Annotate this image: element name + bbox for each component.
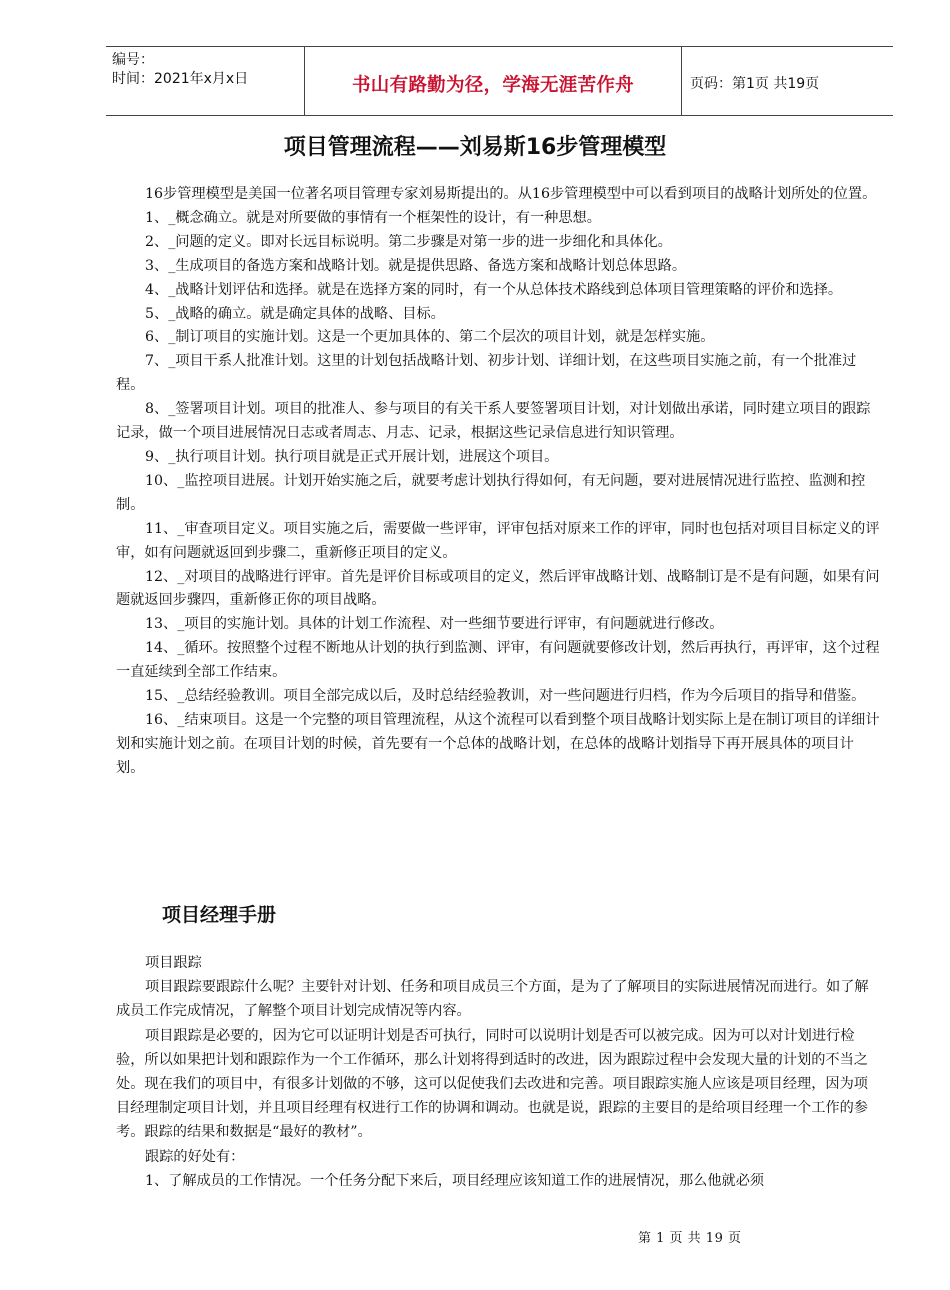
step-item: 4、_战略计划评估和选择。就是在选择方案的同时，有一个从总体技术路线到总体项目管理策略的评价和选择。	[145, 281, 843, 298]
page-title: 项目管理流程——刘易斯16步管理模型	[283, 135, 667, 160]
step-item: 2、_问题的定义。即对长远目标说明。第二步骤是对第一步的进一步细化和具体化。	[145, 233, 672, 250]
header-page-number: 页码：第1页 共19页	[690, 76, 820, 92]
document-header	[106, 46, 893, 116]
section-pm-handbook	[116, 951, 882, 1193]
document-number: 编号：	[112, 52, 154, 68]
body-paragraph: 跟踪的好处有：	[145, 1148, 245, 1165]
document-date: 时间：2021年x月x日	[112, 71, 249, 87]
step-item: 1、_概念确立。就是对所要做的事情有一个框架性的设计，有一种思想。	[145, 209, 601, 226]
body-paragraph: 项目跟踪要跟踪什么呢？主要针对计划、任务和项目成员三个方面，是为了了解项目的实际进展情况而进行。如了解成员工作完成情况，了解整个项目计划完成情况等内容。	[116, 979, 869, 1020]
header-motto-cell	[305, 47, 682, 115]
intro-paragraph: 16步管理模型是美国一位著名项目管理专家刘易斯提出的。从16步管理模型中可以看到项目的战略计划所处的位置。	[145, 186, 877, 202]
body-paragraph: 项目跟踪是必要的，因为它可以证明计划是否可执行，同时可以说明计划是否可以被完成。因为可以对计划进行检验，所以如果把计划和跟踪作为一个工作循环，那么计划将得到适时的改进，因为跟踪过程中会发现大量的计划的不当之处。现在我们的项目中，有很多计划做的不够，这可以促使我们去改进和完善。项目跟踪实施人应该是项目经理，因为项目经理制定项目计划，并且项目经理有权进行工作的协调和调动。也就是说，跟踪的主要目的是给项目经理一个工作的参考。跟踪的结果和数据是“最好的教材”。	[116, 1027, 868, 1141]
page-footer: 第 1 页 共 19 页	[638, 1231, 742, 1246]
motto-text: 书山有路勤为径，学海无涯苦作舟	[351, 75, 634, 96]
step-item: 5、_战略的确立。就是确定具体的战略、目标。	[145, 305, 445, 322]
step-item: 16、_结束项目。这是一个完整的项目管理流程，从这个流程可以看到整个项目战略计划实际上是在制订项目的详细计划和实施计划之前。在项目计划的时候，首先要有一个总体的战略计划，在总体的战略计划指导下再开展具体的项目计划。	[116, 711, 880, 776]
header-page-cell	[682, 47, 893, 115]
step-item: 3、_生成项目的备选方案和战略计划。就是提供思路、备选方案和战略计划总体思路。	[145, 257, 687, 274]
step-item: 6、_制订项目的实施计划。这是一个更加具体的、第二个层次的项目计划，就是怎样实施。	[145, 329, 715, 346]
step-item: 9、_执行项目计划。执行项目就是正式开展计划，进展这个项目。	[145, 448, 559, 465]
step-item: 7、_项目干系人批准计划。这里的计划包括战略计划、初步计划、详细计划，在这些项目实施之前，有一个批准过程。	[116, 353, 857, 394]
step-item: 15、_总结经验教训。项目全部完成以后，及时总结经验教训，对一些问题进行归档，作为今后项目的指导和借鉴。	[145, 688, 866, 705]
step-item: 14、_循环。按照整个过程不断地从计划的执行到监测、评审，有问题就要修改计划，然后再执行，再评审，这个过程一直延续到全部工作结束。	[116, 640, 880, 681]
section-heading-pm-handbook: 项目经理手册	[162, 904, 277, 926]
body-paragraph: 1、了解成员的工作情况。一个任务分配下来后，项目经理应该知道工作的进展情况，那么他就必须	[145, 1172, 765, 1189]
subsection-label: 项目跟踪	[145, 955, 202, 971]
step-item: 13、_项目的实施计划。具体的计划工作流程、对一些细节要进行评审，有问题就进行修改。	[145, 616, 724, 633]
header-info-cell	[106, 47, 305, 115]
step-item: 8、_签署项目计划。项目的批准人、参与项目的有关干系人要签署项目计划，对计划做出承诺，同时建立项目的跟踪记录，做一个项目进展情况日志或者周志、月志、记录，根据这些记录信息进行知识管理。	[116, 401, 871, 442]
step-item: 10、_监控项目进展。计划开始实施之后，就要考虑计划执行得如何，有无问题，要对进展情况进行监控、监测和控制。	[116, 472, 866, 513]
step-item: 11、_审查项目定义。项目实施之后，需要做一些评审，评审包括对原来工作的评审，同时也包括对项目目标定义的评审，如有问题就返回到步骤二，重新修正项目的定义。	[116, 520, 880, 561]
step-item: 12、_对项目的战略进行评审。首先是评价目标或项目的定义，然后评审战略计划、战略制订是不是有问题，如果有问题就返回步骤四，重新修正你的项目战略。	[116, 568, 880, 609]
section-lewis-16-steps	[116, 183, 882, 781]
